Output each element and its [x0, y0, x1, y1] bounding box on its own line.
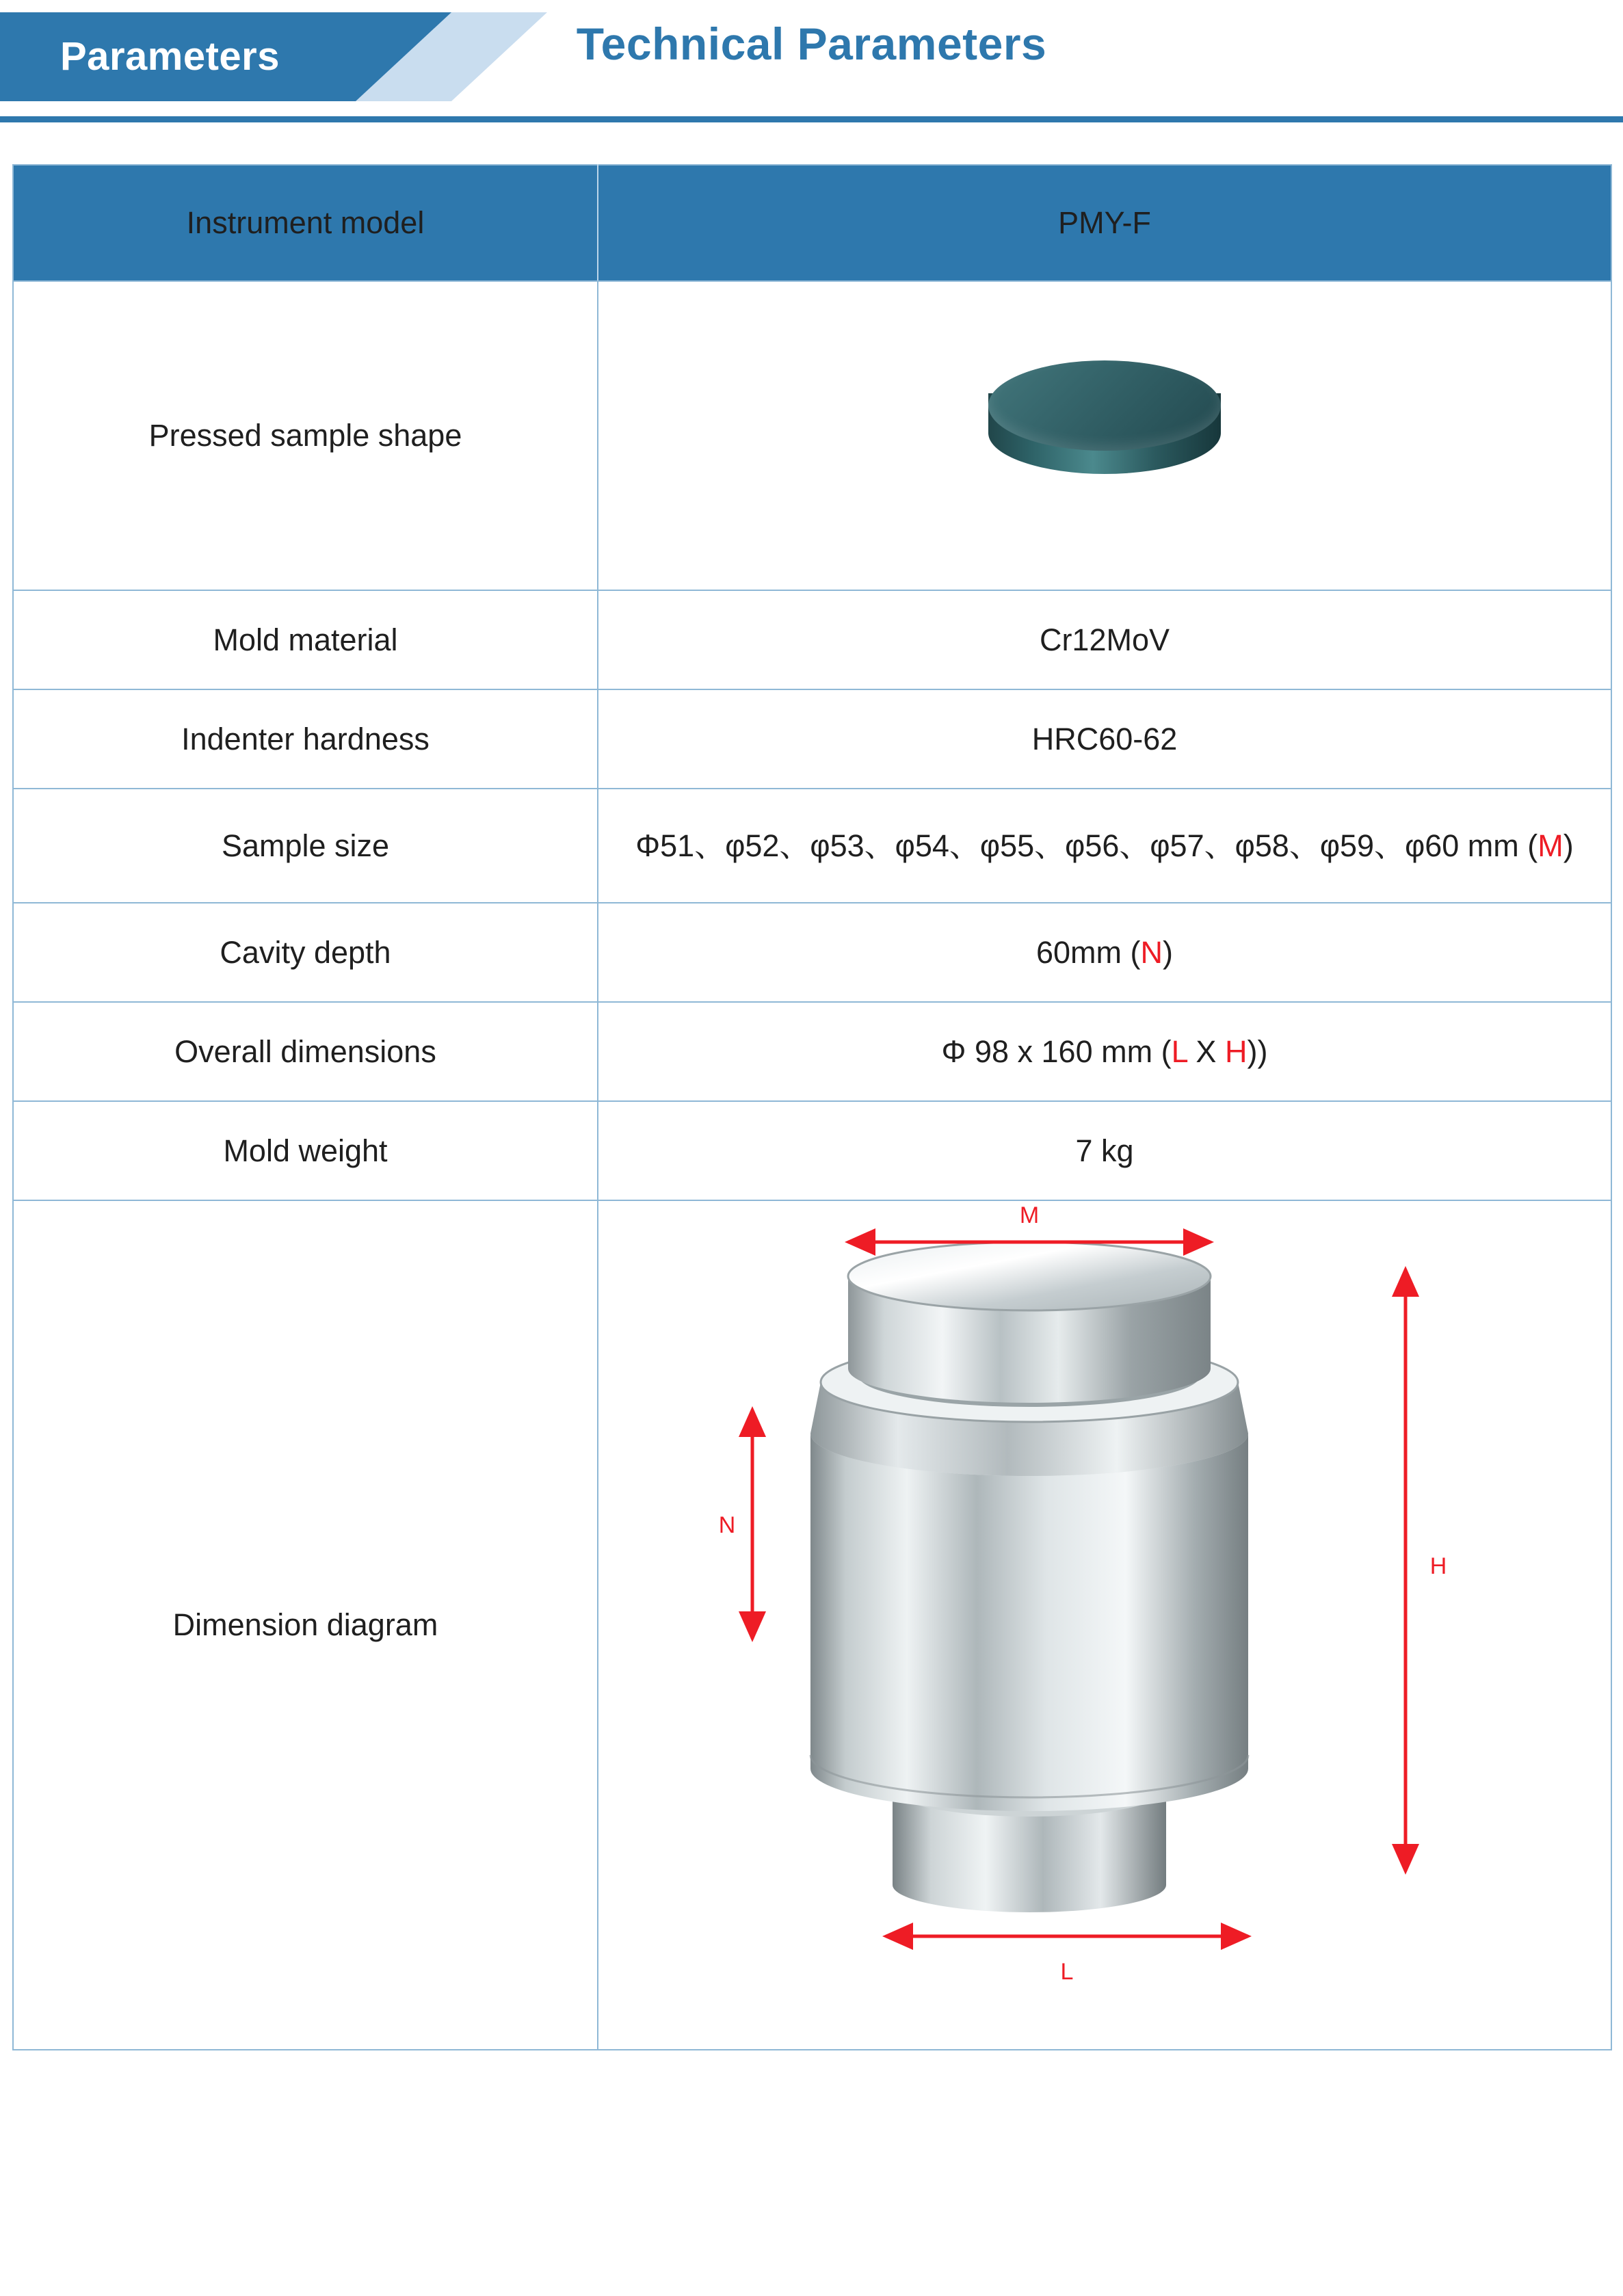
dimension-label-l: L: [1060, 1959, 1074, 1985]
overall-dimensions-middle: X: [1187, 1033, 1225, 1069]
table-row: [13, 1101, 1611, 1200]
row-label-pressed-sample-shape: Pressed sample shape: [13, 281, 598, 590]
parameters-table-wrapper: [12, 164, 1611, 2050]
table-row: [13, 903, 1611, 1002]
sample-size-marker: M: [1538, 828, 1563, 863]
row-value-dimension-diagram: [598, 1200, 1611, 2050]
sample-size-suffix: ): [1563, 828, 1574, 863]
overall-dimensions-suffix: )): [1247, 1033, 1268, 1069]
sample-size-list: Φ51、φ52、φ53、φ54、φ55、φ56、φ57、φ58、φ59、: [635, 828, 1406, 863]
row-label-mold-weight: Mold weight: [13, 1101, 598, 1200]
table-row: [13, 281, 1611, 590]
row-label-overall-dimensions: Overall dimensions: [13, 1002, 598, 1101]
row-value-indenter-hardness: HRC60-62: [598, 689, 1611, 789]
dimension-label-n: N: [718, 1512, 736, 1538]
row-value-pressed-sample-shape: [598, 281, 1611, 590]
table-row: [13, 590, 1611, 689]
cavity-depth-marker: N: [1140, 934, 1163, 970]
table-row: [13, 789, 1611, 903]
column-header-parameter: Instrument model: [13, 165, 598, 281]
row-value-mold-weight: 7 kg: [598, 1101, 1611, 1200]
row-label-cavity-depth: Cavity depth: [13, 903, 598, 1002]
table-row: [13, 1002, 1611, 1101]
cavity-depth-suffix: ): [1163, 934, 1173, 970]
row-label-mold-material: Mold material: [13, 590, 598, 689]
cavity-depth-prefix: 60mm (: [1035, 934, 1141, 970]
dimension-label-m: M: [1019, 1202, 1040, 1228]
row-value-cavity-depth: [598, 903, 1611, 1002]
pressed-sample-puck-icon: [988, 360, 1221, 511]
dimension-diagram: [701, 1202, 1508, 2022]
overall-dimensions-prefix: Φ 98 x 160 mm (: [941, 1033, 1172, 1069]
row-value-overall-dimensions: [598, 1002, 1611, 1101]
row-label-indenter-hardness: Indenter hardness: [13, 689, 598, 789]
column-header-model: PMY-F: [598, 165, 1611, 281]
row-value-sample-size: [598, 789, 1611, 903]
sample-size-last-prefix: φ60 mm (: [1405, 828, 1538, 863]
row-value-mold-material: Cr12MoV: [598, 590, 1611, 689]
table-row: [13, 1200, 1611, 2050]
page-header: [0, 0, 1623, 127]
dimension-label-h: H: [1429, 1553, 1447, 1579]
mold-plunger: [848, 1242, 1211, 1403]
page-title: Technical Parameters: [576, 18, 1047, 69]
tab-label: Parameters: [60, 34, 280, 79]
overall-dimensions-marker-l: L: [1171, 1033, 1187, 1069]
table-header-row: [13, 165, 1611, 281]
header-divider: [0, 116, 1623, 122]
parameters-table: [12, 164, 1612, 2050]
puck-top: [988, 360, 1221, 451]
row-label-sample-size: Sample size: [13, 789, 598, 903]
row-label-dimension-diagram: Dimension diagram: [13, 1200, 598, 2050]
overall-dimensions-marker-h: H: [1224, 1033, 1248, 1069]
table-row: [13, 689, 1611, 789]
